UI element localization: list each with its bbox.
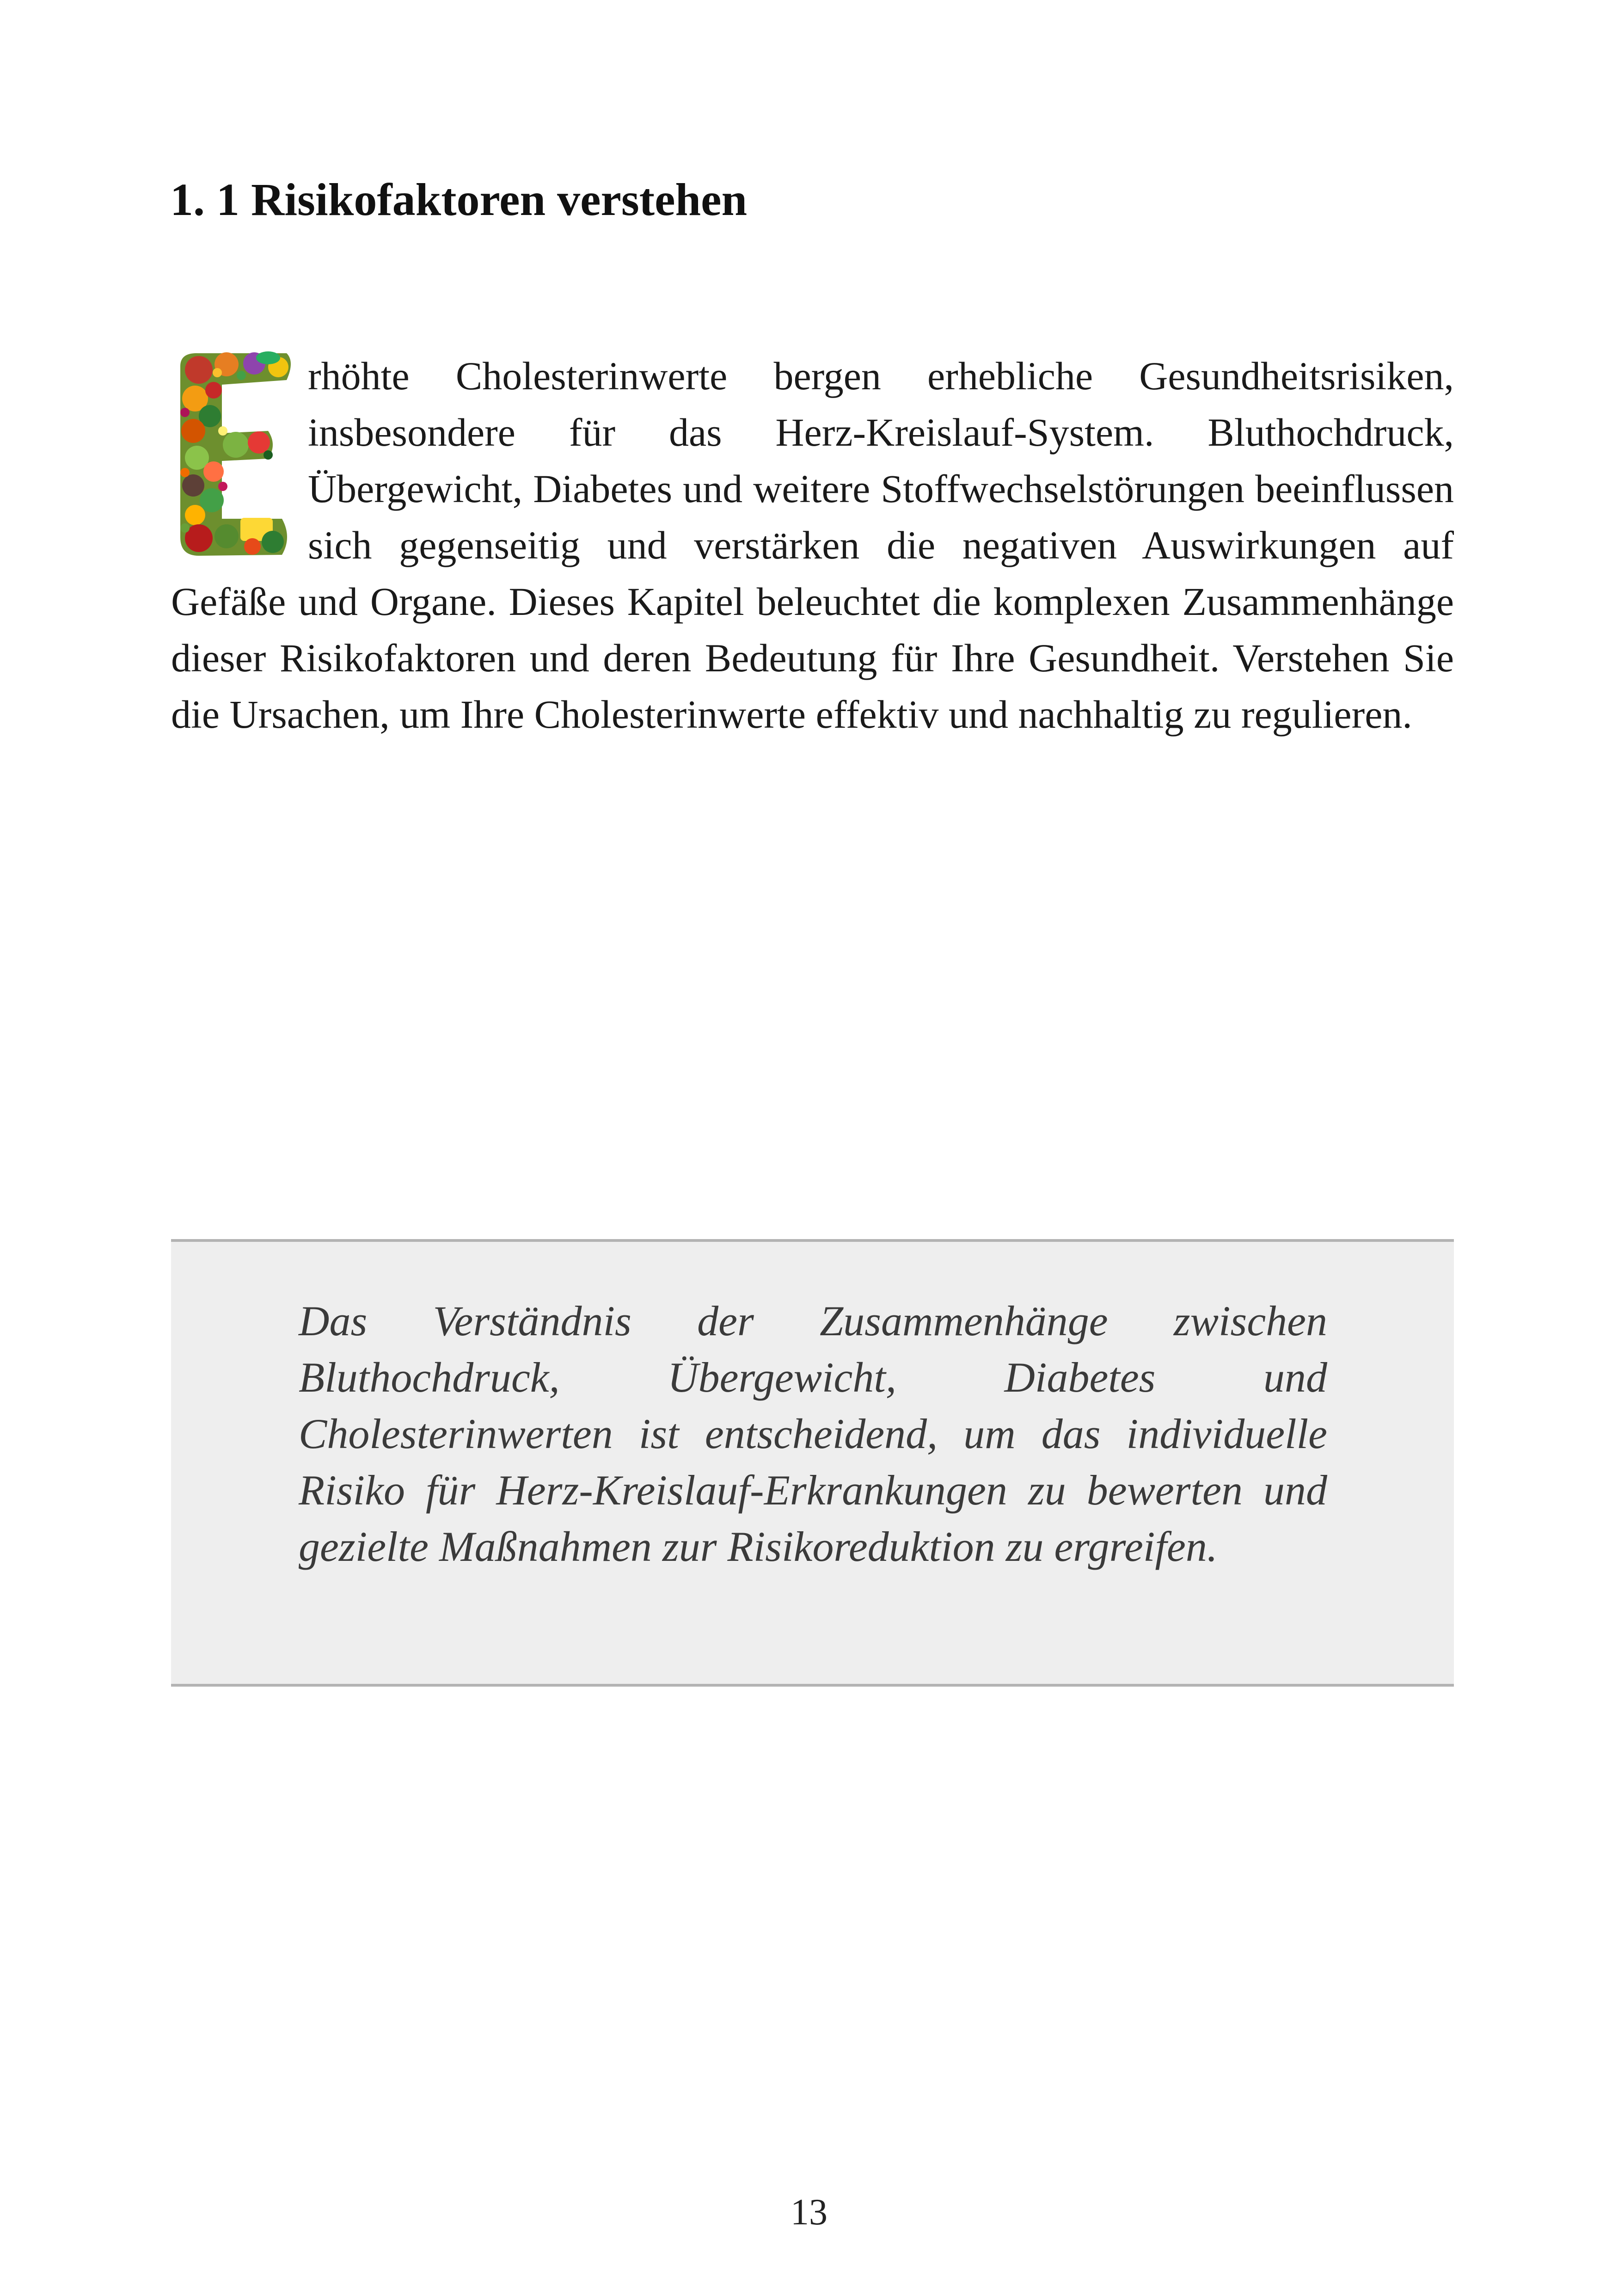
intro-paragraph	[171, 348, 1454, 743]
page-number: 13	[791, 2192, 827, 2233]
intro-text: rhöhte Cholesterinwerte bergen erhebliche Gesundheitsrisiken, insbesondere für das Herz-Kreislauf-System. Bluthochdruck, Übergewicht, Diabetes und weitere Stoffwechselstörungen beeinflussen sich gegenseitig und verstärken die negativen Auswirkungen auf Gefäße und Organe. Dieses Kapitel beleuchtet die komplexen Zusammenhänge dieser Risikofaktoren und deren Bedeutung für Ihre Gesundheit. Verstehen Sie die Ursachen, um Ihre Cholesterinwerte effektiv und nachhaltig zu regulieren.	[171, 354, 1454, 737]
section-heading: 1. 1 Risikofaktoren verstehen	[170, 174, 748, 225]
callout-text: Das Verständnis der Zusammenhänge zwischen Bluthochdruck, Übergewicht, Diabetes und Cholesterinwerten ist entscheidend, um das individuelle Risiko für Herz-Kreislauf-Erkrankungen zu bewerten und gezielte Maßnahmen zur Risikoreduktion zu ergreifen.	[299, 1297, 1327, 1570]
vegetable-letter-e-icon	[171, 348, 297, 561]
callout-box	[171, 1239, 1454, 1687]
